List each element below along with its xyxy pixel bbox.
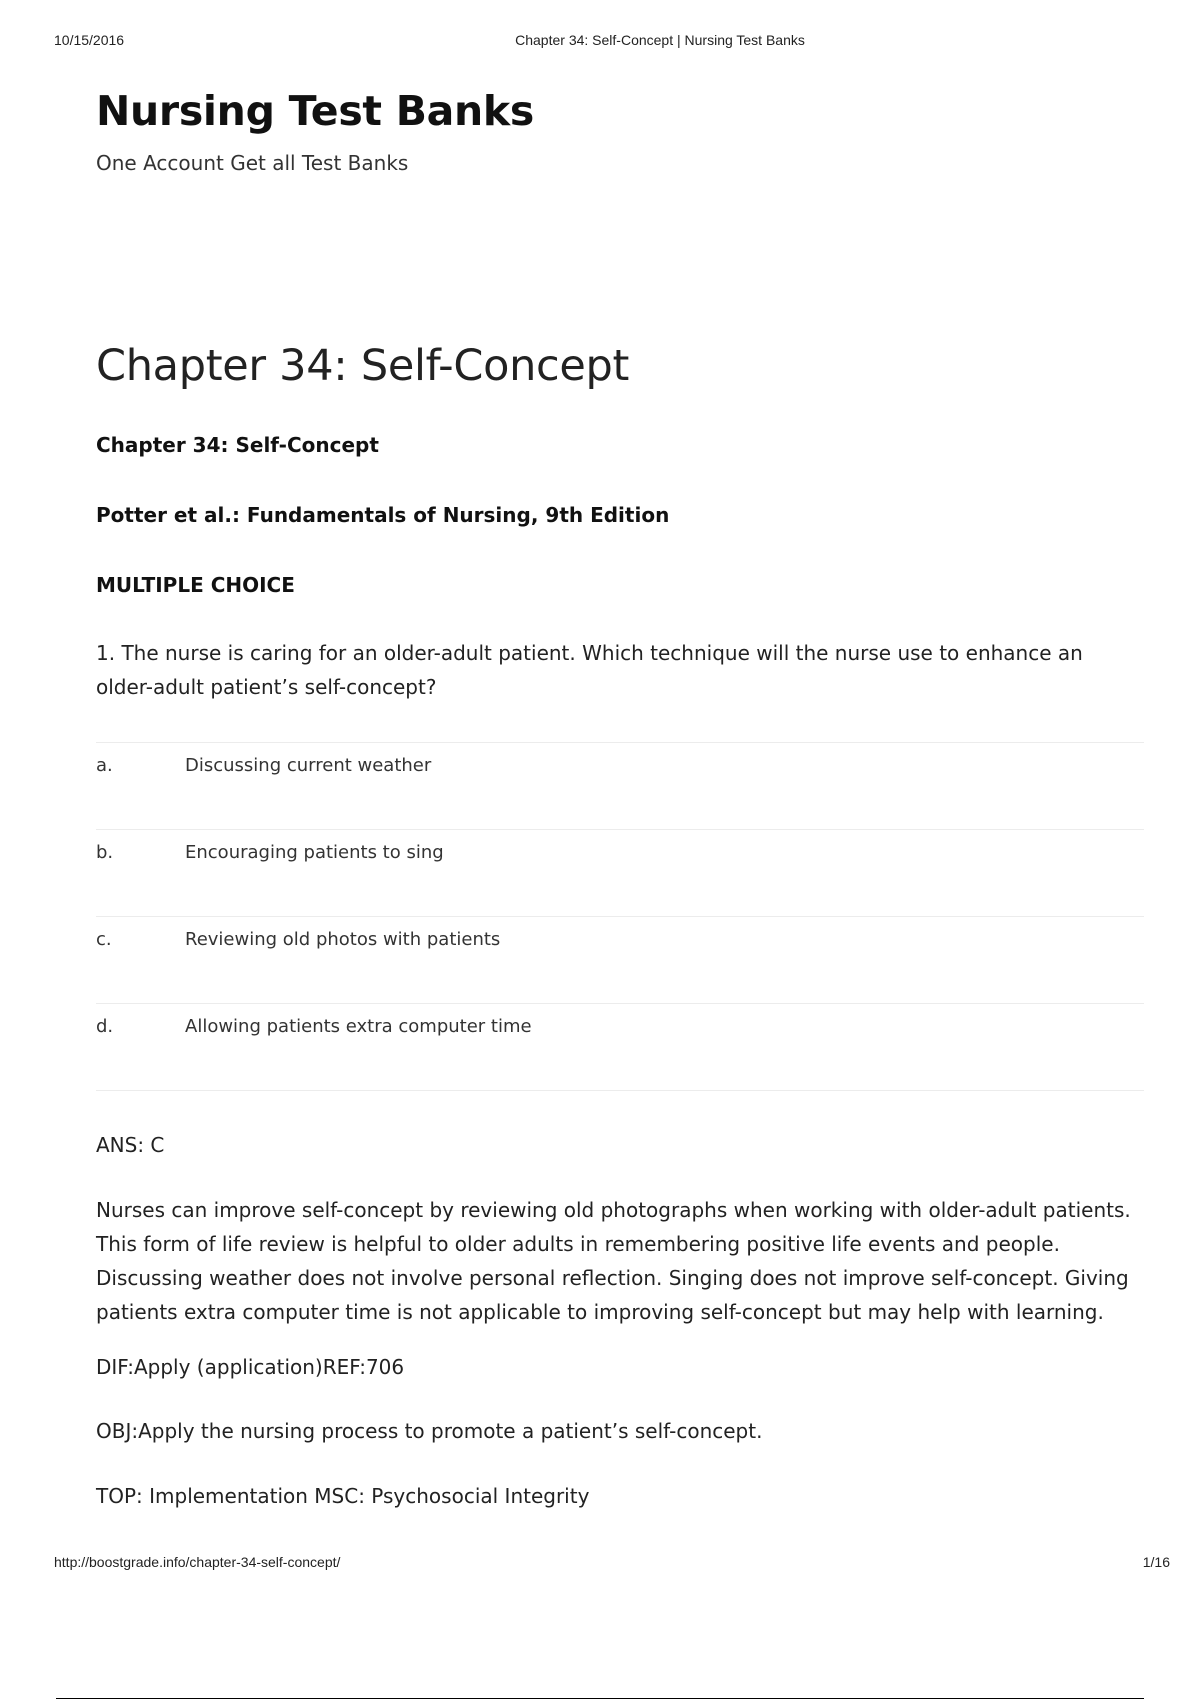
site-tagline: One Account Get all Test Banks [96, 151, 409, 176]
print-footer-url: http://boostgrade.info/chapter-34-self-concept/ [54, 1554, 341, 1570]
rationale: Nurses can improve self-concept by reviewing old photographs when working with older-adult patients. This form of life review is helpful to older adults in remembering positive life events and people. Discussing weather does not involve personal reflection. Singing does not improve self-concept. Giving patients extra computer time is not applicable to improving self-concept but may help with learning. [96, 1198, 1131, 1324]
option-text: Discussing current weather [185, 755, 432, 776]
post-title: Chapter 34: Self-Concept [96, 341, 630, 391]
objective: OBJ:Apply the nursing process to promote a patient’s self-concept. [96, 1419, 763, 1443]
option-row [96, 830, 1144, 917]
option-row [96, 1004, 1144, 1091]
option-text: Encouraging patients to sing [185, 842, 444, 863]
option-letter: b. [96, 842, 114, 863]
site-title[interactable]: Nursing Test Banks [96, 87, 534, 135]
answer-key: ANS: C [96, 1133, 165, 1157]
difficulty-reference: DIF:Apply (application)REF:706 [96, 1355, 405, 1379]
answer-options [96, 742, 1144, 1091]
option-letter: d. [96, 1016, 114, 1037]
option-letter: a. [96, 755, 113, 776]
print-header-title: Chapter 34: Self-Concept | Nursing Test Banks [515, 32, 805, 48]
option-text: Reviewing old photos with patients [185, 929, 501, 950]
option-text: Allowing patients extra computer time [185, 1016, 532, 1037]
option-row [96, 743, 1144, 830]
topic-msc: TOP: Implementation MSC: Psychosocial Integrity [96, 1484, 590, 1508]
option-row [96, 917, 1144, 1004]
page-bottom-rule [56, 1698, 1144, 1699]
print-header-date: 10/15/2016 [54, 32, 125, 48]
print-footer-page-number: 1/16 [1142, 1554, 1170, 1570]
chapter-line: Chapter 34: Self-Concept [96, 433, 379, 457]
page-content [96, 87, 1144, 1508]
book-line: Potter et al.: Fundamentals of Nursing, 9th Edition [96, 503, 670, 527]
question-text: 1. The nurse is caring for an older-adult patient. Which technique will the nurse use to enhance an older-adult patient’s self-concept? [96, 641, 1083, 699]
option-letter: c. [96, 929, 112, 950]
section-heading: MULTIPLE CHOICE [96, 573, 295, 597]
